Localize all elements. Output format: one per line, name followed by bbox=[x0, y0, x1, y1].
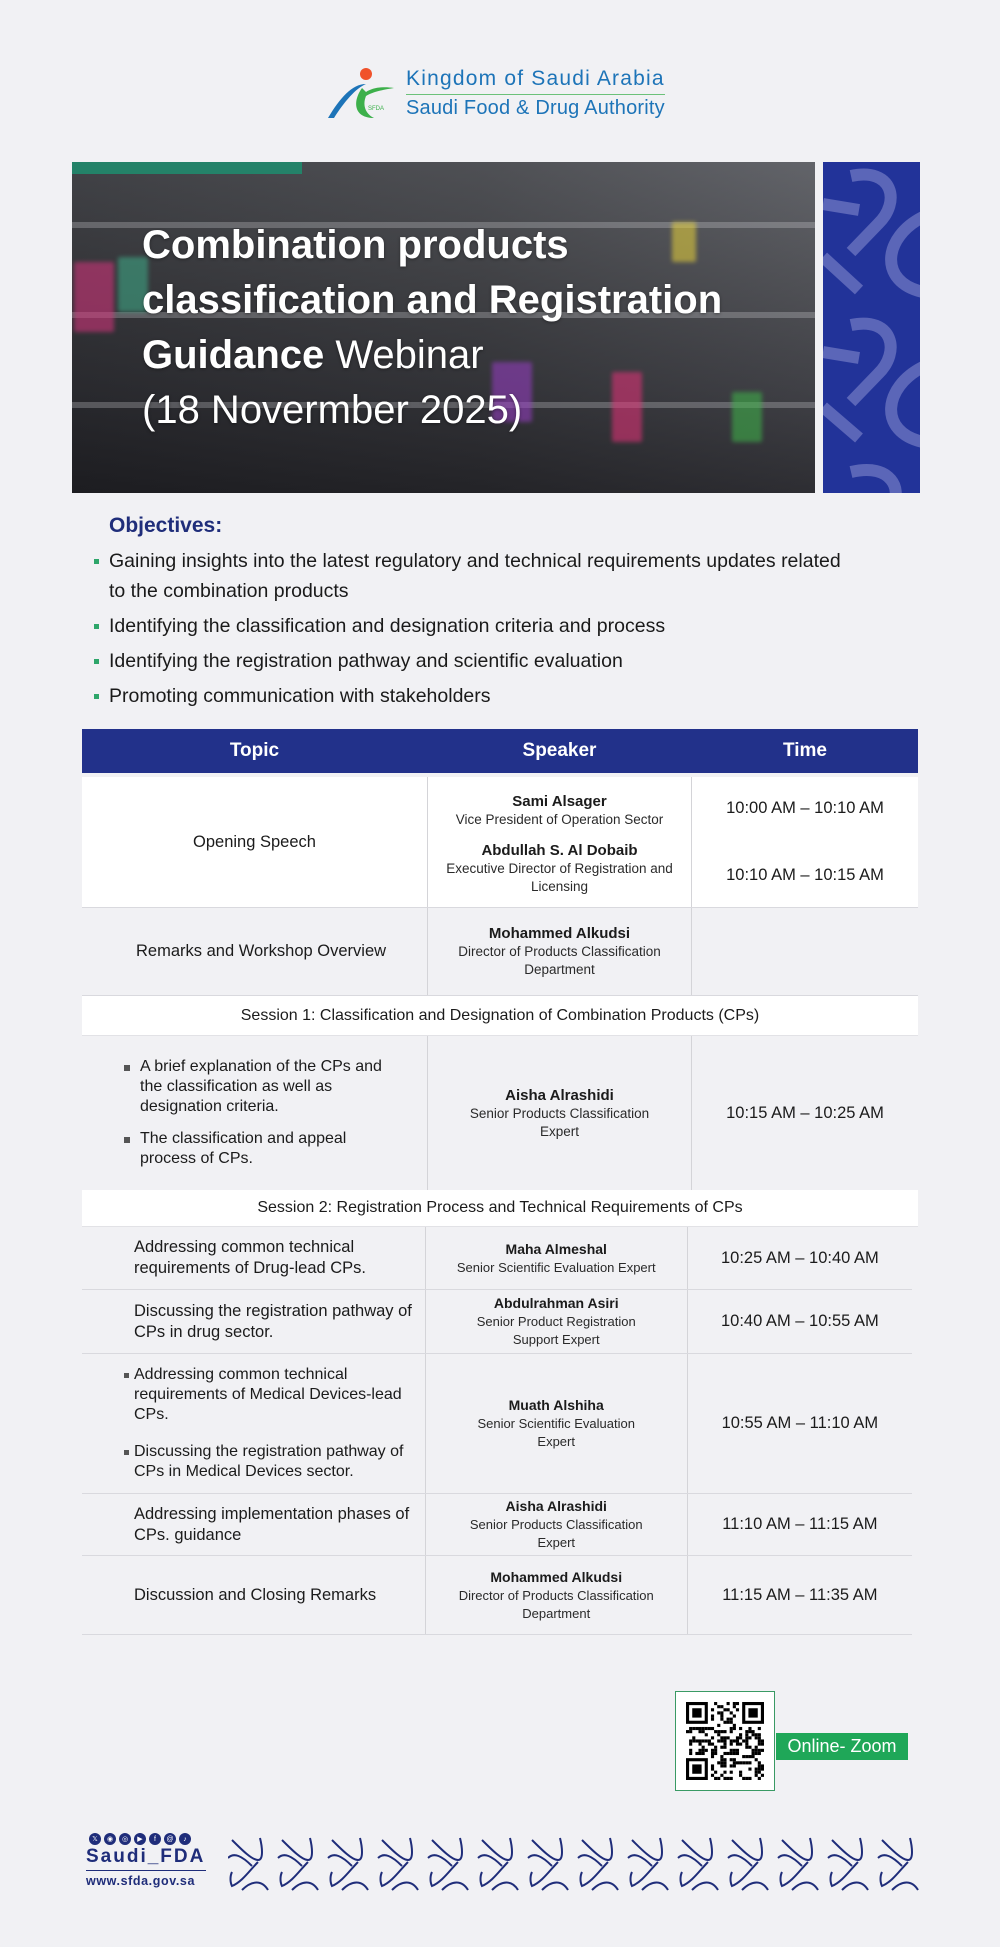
footer-pattern bbox=[228, 1836, 920, 1892]
calligraphy-pattern-icon bbox=[823, 162, 920, 493]
pattern-motif bbox=[728, 1838, 768, 1890]
topic-cell: Remarks and Workshop Overview bbox=[136, 942, 387, 960]
speaker-role: Director of Products Classification Department bbox=[458, 944, 661, 977]
calligraphy-pattern-icon bbox=[228, 1836, 920, 1892]
objectives-title: Objectives: bbox=[109, 514, 223, 537]
topic-bullets bbox=[124, 1057, 384, 1169]
footer-brand bbox=[86, 1833, 206, 1888]
speaker-role: Senior Product Registration Support Expert bbox=[476, 1314, 636, 1347]
topic-text: Addressing common technical requirements of Drug-lead CPs. bbox=[134, 1238, 367, 1277]
topic-text: Addressing implementation phases of CPs. guidance bbox=[134, 1504, 410, 1544]
topic-cell bbox=[82, 1036, 427, 1190]
topic-cell: Opening Speech bbox=[193, 832, 316, 851]
qr-code-icon bbox=[686, 1702, 764, 1780]
speaker-cell bbox=[427, 1036, 692, 1190]
time-cell: 10:55 AM – 11:10 AM bbox=[721, 1414, 879, 1432]
social-handle[interactable]: Saudi_FDA bbox=[86, 1846, 206, 1871]
bullet-icon bbox=[94, 659, 99, 664]
topic-bullet-text: The classification and appeal process of CPs. bbox=[140, 1130, 347, 1167]
topic-cell: Discussion and Closing Remarks bbox=[134, 1585, 377, 1604]
logo-authority-text: Saudi Food & Drug Authority bbox=[406, 97, 665, 119]
hero-title-line-2: classification and Registration bbox=[142, 278, 723, 322]
topic-bullet bbox=[124, 1365, 414, 1425]
pattern-motif bbox=[478, 1838, 518, 1890]
time-cell: 11:10 AM – 11:15 AM bbox=[722, 1515, 878, 1533]
speaker-name: Aisha Alrashidi bbox=[505, 1086, 614, 1104]
speaker-role: Executive Director of Registration and Licensing bbox=[446, 861, 673, 894]
topic-text: Discussing the registration pathway of CPs in drug sector. bbox=[134, 1301, 412, 1341]
hero-title-line-3: Guidance bbox=[142, 333, 325, 377]
table-row-opening bbox=[82, 777, 918, 908]
pattern-motif bbox=[428, 1838, 468, 1890]
speaker-role: Senior Scientific Evaluation Expert bbox=[477, 1416, 635, 1449]
pattern-motif bbox=[678, 1838, 718, 1890]
svg-text:SFDA: SFDA bbox=[368, 106, 385, 112]
speaker-cell bbox=[425, 1354, 688, 1493]
hero-accent-stripe bbox=[72, 162, 302, 174]
pattern-motif bbox=[378, 1838, 418, 1890]
pattern-motif bbox=[578, 1838, 618, 1890]
hero-title-line-1: Combination products bbox=[142, 223, 569, 267]
objective-text: Identifying the registration pathway and scientific evaluation bbox=[109, 650, 623, 672]
bullet-icon bbox=[124, 1373, 129, 1378]
registration-qr-code[interactable] bbox=[675, 1691, 775, 1791]
speaker-name: Muath Alshiha bbox=[508, 1397, 604, 1413]
bullet-icon bbox=[124, 1065, 130, 1071]
hero-date: (18 Novermber 2025) bbox=[142, 388, 523, 432]
bullet-icon bbox=[94, 559, 99, 564]
speaker-role: Senior Scientific Evaluation Expert bbox=[456, 1259, 656, 1275]
pattern-motif bbox=[328, 1838, 368, 1890]
topic-bullets bbox=[124, 1365, 414, 1482]
speaker-name: Mohammed Alkudsi bbox=[490, 1568, 623, 1585]
time-slot: 10:10 AM – 10:15 AM bbox=[726, 866, 884, 884]
speaker-name: Sami Alsager bbox=[512, 793, 607, 810]
pattern-motif bbox=[778, 1838, 818, 1890]
topic-bullet bbox=[124, 1129, 384, 1169]
topic-cell bbox=[82, 1494, 425, 1555]
speaker-name: Abdullah S. Al Dobaib bbox=[481, 842, 638, 859]
objectives-list bbox=[92, 546, 852, 711]
objective-text: Gaining insights into the latest regulatory and technical requirements updates related to the combination products bbox=[109, 550, 841, 602]
website-link[interactable]: www.sfda.gov.sa bbox=[86, 1874, 196, 1888]
pattern-motif bbox=[878, 1838, 918, 1890]
bullet-icon bbox=[94, 624, 99, 629]
objective-text: Promoting communication with stakeholders bbox=[109, 685, 491, 707]
time-cell: 10:15 AM – 10:25 AM bbox=[726, 1103, 884, 1122]
social-icons bbox=[89, 1833, 206, 1845]
pattern-motif bbox=[278, 1838, 318, 1890]
session-1-header: Session 1: Classification and Designation of Combination Products (CPs) bbox=[82, 996, 918, 1036]
speaker-role: Vice President of Operation Sector bbox=[455, 812, 664, 827]
bullet-icon bbox=[94, 694, 99, 699]
topic-bullet-text: A brief explanation of the CPs and the classification as well as designation criteria. bbox=[140, 1058, 382, 1115]
pattern-motif bbox=[628, 1838, 668, 1890]
logo-kingdom-text: Kingdom of Saudi Arabia bbox=[406, 67, 665, 95]
time-cell: 10:40 AM – 10:55 AM bbox=[720, 1312, 879, 1330]
speaker-cell bbox=[425, 1290, 688, 1353]
objective-item bbox=[92, 681, 852, 711]
youtube-icon[interactable]: ▶ bbox=[134, 1833, 146, 1845]
header-topic: Topic bbox=[229, 740, 280, 761]
pattern-motif bbox=[528, 1838, 568, 1890]
snapchat-icon[interactable]: ◉ bbox=[104, 1833, 116, 1845]
speaker-cell bbox=[427, 908, 692, 995]
table-row bbox=[82, 1556, 912, 1635]
speaker-role: Director of Products Classification Department bbox=[458, 1587, 654, 1621]
sfda-emblem-icon bbox=[322, 62, 404, 126]
online-zoom-badge[interactable]: Online- Zoom bbox=[776, 1733, 908, 1760]
tiktok-icon[interactable]: ♪ bbox=[179, 1833, 191, 1845]
hero-side-pattern bbox=[823, 162, 920, 493]
speaker-name: Maha Almeshal bbox=[505, 1240, 607, 1257]
header-speaker: Speaker bbox=[522, 740, 597, 761]
table-row-remarks bbox=[82, 908, 918, 996]
time-cell bbox=[692, 777, 918, 907]
topic-bullet bbox=[124, 1442, 414, 1482]
objective-item bbox=[92, 646, 852, 676]
facebook-icon[interactable]: f bbox=[149, 1833, 161, 1845]
hero-title-webinar: Webinar bbox=[324, 333, 484, 377]
x-icon[interactable]: 𝕏 bbox=[89, 1833, 101, 1845]
agenda-table bbox=[82, 729, 918, 1635]
topic-bullet-text: Discussing the registration pathway of CPs in Medical Devices sector. bbox=[134, 1443, 404, 1480]
threads-icon[interactable]: @ bbox=[164, 1833, 176, 1845]
table-row-session1 bbox=[82, 1036, 918, 1190]
topic-bullet bbox=[124, 1057, 384, 1117]
table-row bbox=[82, 1227, 912, 1290]
table-row bbox=[82, 1494, 912, 1556]
agenda-header-row bbox=[82, 729, 918, 773]
hero-title bbox=[142, 218, 782, 438]
topic-bullet-text: Addressing common technical requirements of Medical Devices-lead CPs. bbox=[134, 1366, 402, 1423]
objectives-section bbox=[92, 514, 852, 716]
instagram-icon[interactable]: ◎ bbox=[119, 1833, 131, 1845]
pattern-motif bbox=[828, 1838, 868, 1890]
speaker-cell bbox=[425, 1227, 688, 1289]
objective-text: Identifying the classification and designation criteria and process bbox=[109, 615, 666, 637]
time-slot: 10:00 AM – 10:10 AM bbox=[726, 799, 884, 817]
topic-cell bbox=[82, 1227, 425, 1289]
session-2-header: Session 2: Registration Process and Technical Requirements of CPs bbox=[82, 1190, 918, 1227]
speaker-cell bbox=[427, 777, 692, 907]
speaker-name: Mohammed Alkudsi bbox=[488, 925, 631, 942]
objective-item bbox=[92, 546, 852, 606]
topic-cell bbox=[82, 1354, 425, 1493]
table-row bbox=[82, 1290, 912, 1354]
speaker-name: Abdulrahman Asiri bbox=[493, 1295, 619, 1311]
time-cell bbox=[692, 908, 918, 995]
objective-item bbox=[92, 611, 852, 641]
time-cell: 11:15 AM – 11:35 AM bbox=[722, 1585, 878, 1604]
header-time: Time bbox=[782, 740, 827, 761]
hero-banner bbox=[72, 162, 815, 493]
speaker-role: Senior Products Classification Expert bbox=[469, 1105, 650, 1139]
bullet-icon bbox=[124, 1450, 129, 1455]
speaker-role: Senior Products Classification Expert bbox=[469, 1517, 643, 1550]
table-row bbox=[82, 1354, 912, 1494]
pattern-motif bbox=[228, 1838, 268, 1890]
speaker-cell bbox=[425, 1494, 688, 1555]
speaker-cell bbox=[425, 1556, 688, 1634]
time-cell: 10:25 AM – 10:40 AM bbox=[720, 1248, 879, 1267]
sfda-logo bbox=[322, 62, 682, 126]
bullet-icon bbox=[124, 1137, 130, 1143]
speaker-name: Aisha Alrashidi bbox=[505, 1498, 607, 1514]
topic-cell bbox=[82, 1290, 425, 1353]
product-box-decoration bbox=[74, 262, 114, 332]
